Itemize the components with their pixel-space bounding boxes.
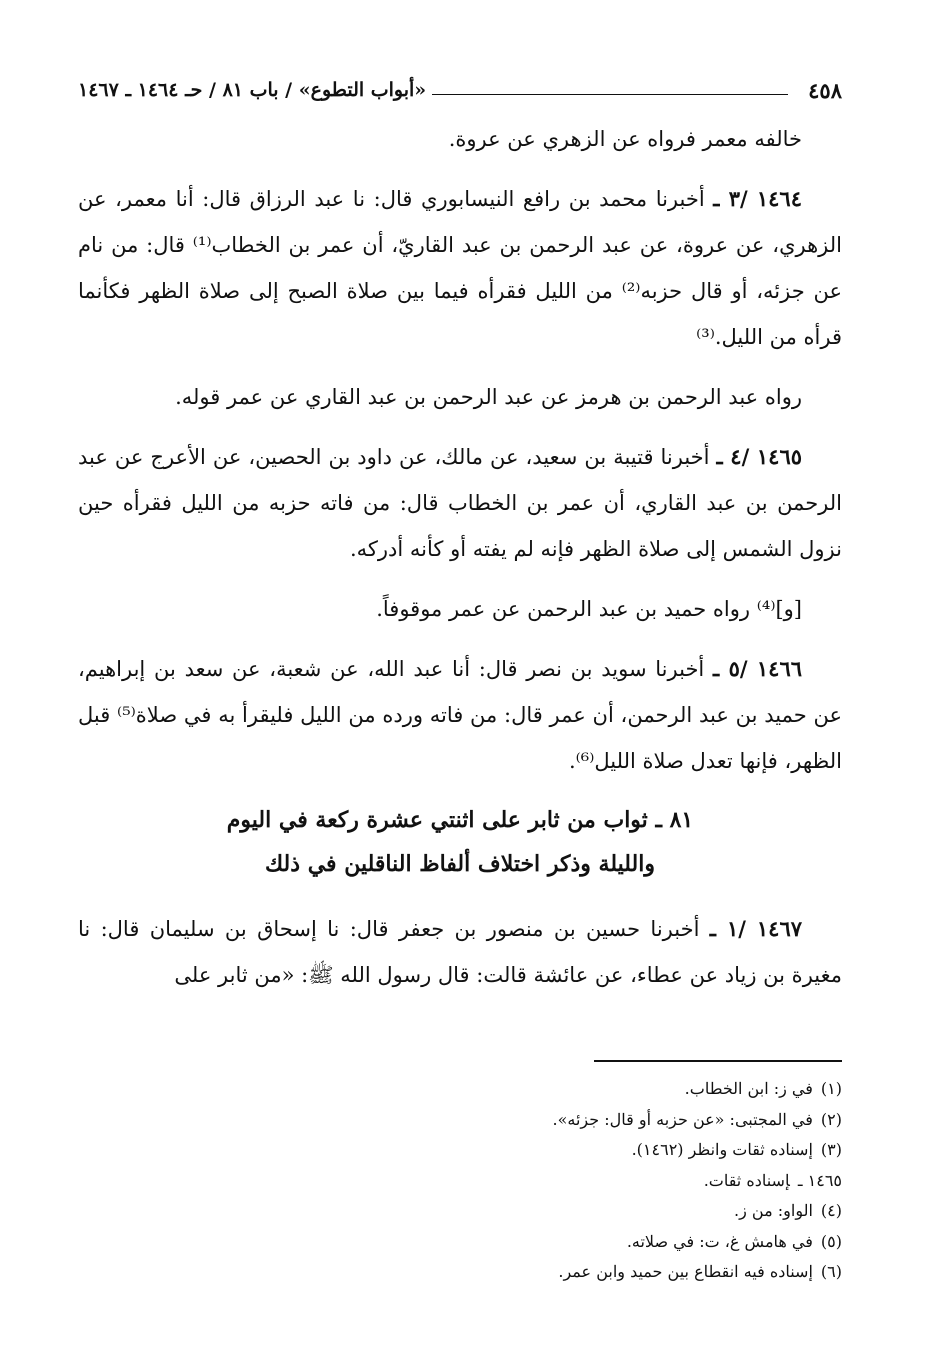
header-rule — [432, 94, 788, 95]
footnote — [78, 1196, 842, 1227]
page-number: ٤٥٨ — [808, 77, 842, 103]
hadith-number: ١٤٦٥ /٤ ـ — [716, 444, 803, 469]
footnote — [78, 1105, 842, 1136]
footnote-mark: (٥) — [820, 1231, 842, 1251]
paragraph-text: [و]⁽⁴⁾ رواه حميد بن عبد الرحمن عن عمر موقوفاً. — [376, 597, 802, 621]
footnotes — [78, 1074, 842, 1288]
page-header — [78, 70, 842, 110]
footnote-text: في المجتبى: «عن حزبه أو قال: جزئه». — [552, 1109, 813, 1129]
chapter-heading — [78, 798, 842, 886]
footnote — [78, 1166, 842, 1197]
paragraph-text: خالفه معمر فرواه عن الزهري عن عروة. — [448, 127, 802, 151]
footnote-mark: (٦) — [820, 1262, 842, 1281]
hadith-paragraph — [78, 434, 842, 572]
footnote — [78, 1135, 842, 1166]
paragraph-text: رواه عبد الرحمن بن هرمز عن عبد الرحمن بن عبد القاري عن عمر قوله. — [175, 385, 802, 409]
footnote-text: إسناده ثقات. — [703, 1170, 790, 1190]
paragraph — [78, 586, 842, 632]
footnote-separator — [594, 1060, 842, 1062]
hadith-number: ١٤٦٦ /٥ ـ — [713, 656, 803, 681]
hadith-paragraph — [78, 906, 842, 998]
hadith-paragraph — [78, 646, 842, 784]
hadith-text: أخبرنا سويد بن نصر قال: أنا عبد الله، عن شعبة، عن سعد بن إبراهيم، عن حميد بن عبد الرحمن، أن عمر قال: من فاته ورده من الليل فليقرأ به في صلاة⁽⁵⁾ قبل الظهر، فإنها تعدل صلاة الليل⁽⁶⁾. — [78, 657, 842, 773]
footnote — [78, 1227, 842, 1258]
hadith-text: أخبرنا محمد بن رافع النيسابوري قال: نا عبد الرزاق قال: أنا معمر، عن الزهري، عن عروة، عن عبد الرحمن بن عبد القاريّ، أن عمر بن الخطاب⁽¹⁾ قال: من نام عن جزئه، أو قال حزبه⁽²⁾ من الليل فقرأه فيما بين صلاة الصبح إلى صلاة الظهر فكأنما قرأه من الليل.⁽³⁾ — [78, 187, 843, 349]
footnote-text: في ز: ابن الخطاب. — [684, 1079, 813, 1098]
footnote-text: إسناده فيه انقطاع بين حميد وابن عمر. — [558, 1262, 813, 1281]
book-page — [78, 70, 842, 1320]
hadith-text: أخبرنا حسين بن منصور بن جعفر قال: نا إسحاق بن سليمان قال: نا مغيرة بن زياد عن عطاء، عن عائشة قالت: قال رسول الله ﷺ: «من ثابر على — [78, 917, 842, 987]
footnote-text: إسناده ثقات وانظر (١٤٦٢). — [631, 1140, 813, 1159]
hadith-number: ١٤٦٤ /٣ ـ — [713, 186, 802, 211]
paragraph — [78, 374, 842, 420]
footnote — [78, 1074, 842, 1105]
footnote-text: في هامش غ، ت: في صلاته. — [626, 1231, 813, 1251]
chapter-heading-line-2: والليلة وذكر اختلاف ألفاظ الناقلين في ذلك — [265, 851, 655, 877]
chapter-heading-line-1: ٨١ ـ ثواب من ثابر على اثنتي عشرة ركعة في اليوم — [226, 807, 694, 833]
footnote-mark: (٣) — [820, 1140, 842, 1159]
hadith-paragraph — [78, 176, 842, 360]
main-text — [78, 116, 842, 1012]
footnote-mark: ١٤٦٥ ـ — [797, 1170, 842, 1190]
paragraph — [78, 116, 842, 162]
footnote-text: الواو: من ز. — [734, 1201, 813, 1220]
footnote-mark: (١) — [820, 1079, 842, 1098]
footnote — [78, 1257, 842, 1288]
hadith-number: ١٤٦٧ /١ ـ — [709, 916, 803, 941]
hadith-text: أخبرنا قتيبة بن سعيد، عن مالك، عن داود بن الحصين، عن الأعرج عن عبد الرحمن بن عبد القاري، أن عمر بن الخطاب قال: من فاته حزبه من الليل فقرأه حين نزول الشمس إلى صلاة الظهر فإنه لم يفته أو كأنه أدركه. — [78, 445, 842, 561]
running-title: «أبواب التطوع» / باب ٨١ / حـ ١٤٦٤ ـ ١٤٦٧ — [78, 79, 427, 101]
footnote-mark: (٢) — [820, 1109, 842, 1129]
footnote-mark: (٤) — [820, 1201, 842, 1220]
